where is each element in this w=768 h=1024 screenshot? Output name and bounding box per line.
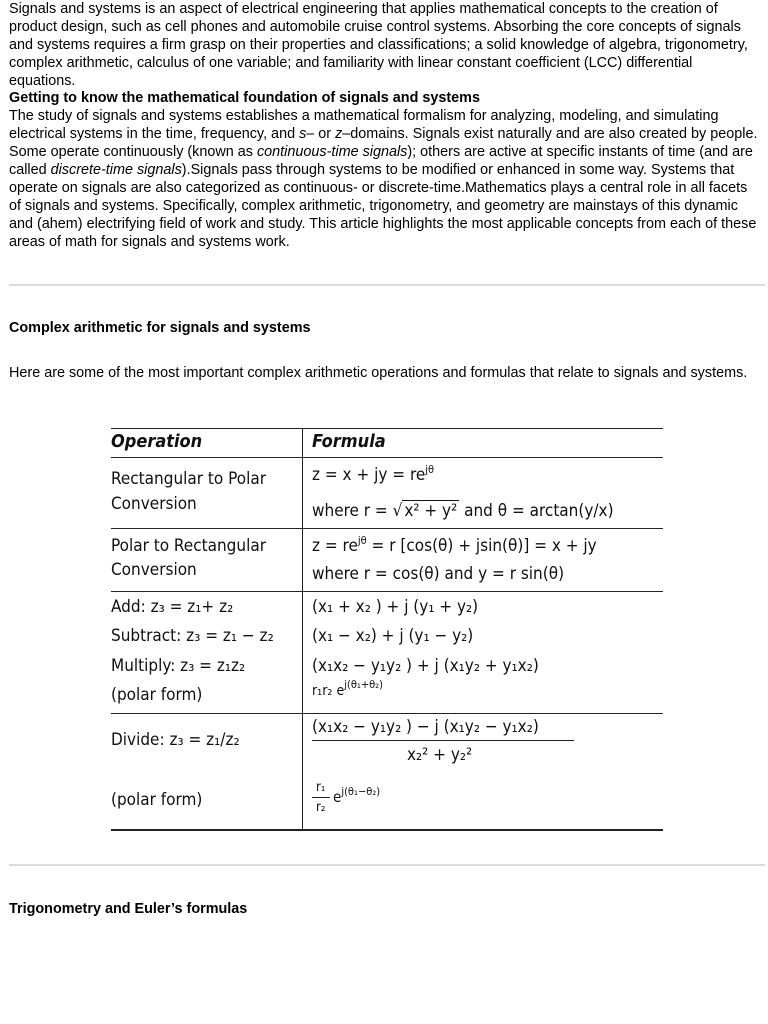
formula-subtract: (x₁ − x₂) + j (y₁ − y₂) — [312, 626, 474, 646]
formula-polar-to-rect-2: where r = cos(θ) and y = r sin(θ) — [312, 564, 565, 584]
foundation-paragraph: The study of signals and systems establishes a mathematical formalism for analyzing, modeling, and simulating electrical systems in the time, frequency, and s– or z–domains. Signals exist naturally and are also created by people. Some operate continuously (known as continuous-time signals); others are active at specific instants of time (and are called discrete-time signals).Signals pass through systems to be modified or enhanced in some way. Systems that operate on signals are also categorized as continuous- or discrete-time.Mathematics plays a central role in all facets of signals and systems. Specifically, complex arithmetic, trigonometry, and geometry are mainstays of this dynamic and (ahem) electrifying field of work and study. This article highlights the most applicable concepts from each of these areas of math for signals and systems work. — [9, 108, 758, 250]
foundation-heading: Getting to know the mathematical foundation of signals and systems — [9, 90, 480, 106]
table-top-rule — [111, 428, 663, 429]
formula-rect-to-polar-1: z = x + jy = $re^{j\theta}$ — [312, 463, 435, 485]
formula-rect-to-polar-2: where r = √ x² + y² and θ = arctan(y/x) — [312, 501, 614, 521]
table-row-rule — [111, 528, 663, 529]
op-add: Add: z₃ = z₁+ z₂ — [111, 597, 234, 617]
section-divider — [9, 284, 765, 286]
header-operation: Operation — [111, 431, 203, 452]
op-multiply-polar: (polar form) — [111, 685, 203, 705]
formula-divide-polar-denominator: r₂ — [316, 800, 326, 815]
op-polar-to-rect-1: Polar to Rectangular — [111, 536, 266, 556]
divide-polar-fraction-bar — [312, 797, 330, 798]
op-polar-to-rect-2: Conversion — [111, 560, 197, 580]
formula-multiply-polar: r₁r₂ $e^{j(\theta_1+\theta_2)}$ — [312, 678, 384, 699]
divide-fraction-bar — [312, 740, 574, 741]
op-divide: Divide: z₃ = z₁/z₂ — [111, 730, 240, 750]
formula-divide-denominator: x₂² + y₂² — [407, 745, 473, 765]
trigonometry-heading: Trigonometry and Euler’s formulas — [9, 901, 248, 917]
complex-arithmetic-intro: Here are some of the most important complex arithmetic operations and formulas that relate to signals and systems. — [9, 365, 748, 381]
table-header-rule — [111, 457, 663, 458]
formula-divide-numerator: (x₁x₂ − y₁y₂ ) − j (x₁y₂ − y₁x₂) — [312, 717, 539, 737]
formula-multiply: (x₁x₂ − y₁y₂ ) + j (x₁y₂ + y₁x₂) — [312, 656, 539, 676]
intro-paragraph: Signals and systems is an aspect of electrical engineering that applies mathematical concepts to the creation of product design, such as cell phones and automobile cruise control systems. Absorbing the core concepts of signals and systems requires a firm grasp on their properties and classifications; a solid knowledge of algebra, trigonometry, complex arithmetic, calculus of one variable; and familiarity with linear constant coefficient (LCC) differential equations. — [9, 1, 748, 89]
formula-divide-polar-numerator: r₁ — [316, 780, 326, 795]
section-divider — [9, 864, 765, 866]
table-column-rule — [302, 428, 303, 831]
formula-polar-to-rect-1: $z = re^{j\theta} = r$ [cos(θ) + jsin(θ)] = x + jy — [312, 534, 597, 556]
op-divide-polar: (polar form) — [111, 790, 203, 810]
complex-arithmetic-table — [111, 428, 663, 831]
op-rect-to-polar-1: Rectangular to Polar — [111, 469, 266, 489]
formula-add: (x₁ + x₂ ) + j (y₁ + y₂) — [312, 597, 479, 617]
formula-divide-polar-exp: $e^{j(\theta_1-\theta_2)}$ — [333, 785, 381, 806]
op-rect-to-polar-2: Conversion — [111, 494, 197, 514]
complex-arithmetic-heading: Complex arithmetic for signals and systems — [9, 320, 311, 336]
table-row-rule — [111, 713, 663, 714]
op-subtract: Subtract: z₃ = z₁ − z₂ — [111, 626, 274, 646]
table-bottom-rule — [111, 829, 663, 831]
op-multiply: Multiply: z₃ = z₁z₂ — [111, 656, 246, 676]
header-formula: Formula — [312, 431, 386, 452]
table-row-rule — [111, 591, 663, 592]
